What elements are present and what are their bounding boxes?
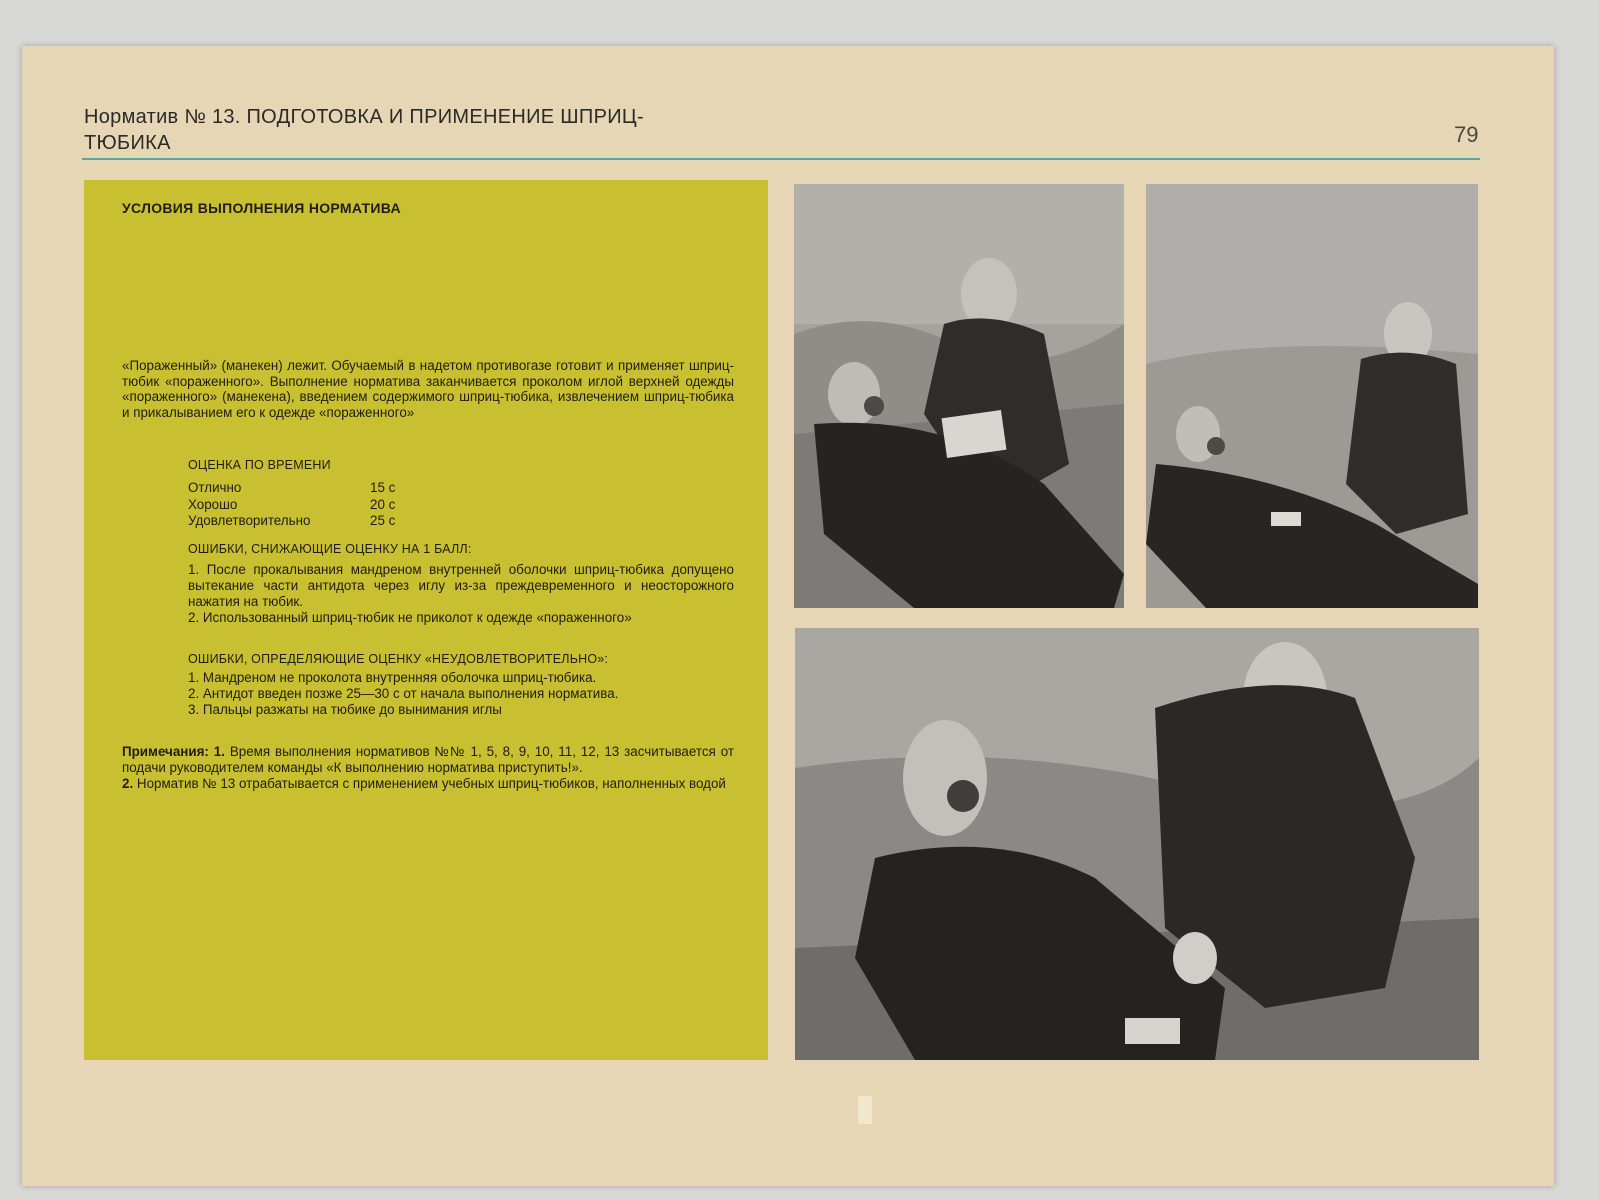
grade-value: 25 с (370, 513, 396, 528)
photo-illustration (795, 628, 1479, 1060)
time-grading-table (188, 480, 395, 530)
note-1-text: Время выполнения нормативов №№ 1, 5, 8, 9, 10, 11, 12, 13 засчитывается от подачи руководителем команды «К выполнению норматива приступить!». (122, 744, 734, 775)
note-2-number: 2. (122, 776, 134, 791)
notes (122, 744, 734, 792)
photo-illustration (794, 184, 1124, 608)
list-item: 2. Использованный шприц-тюбик не приколот к одежде «пораженного» (188, 610, 632, 625)
paper-fold-mark (858, 1096, 872, 1124)
errors-fail-title: ОШИБКИ, ОПРЕДЕЛЯЮЩИЕ ОЦЕНКУ «НЕУДОВЛЕТВОРИТЕЛЬНО»: (188, 652, 609, 666)
grade-row (188, 480, 395, 497)
photo-injection-closeup (795, 628, 1479, 1060)
errors-fail-list (188, 670, 734, 718)
grade-value: 15 с (370, 480, 396, 495)
photo-rescuer-preparing (1146, 184, 1478, 608)
header-title-line1: Норматив № 13. ПОДГОТОВКА И ПРИМЕНЕНИЕ ШПРИЦ- (84, 106, 644, 128)
grade-row (188, 513, 395, 530)
grade-label: Хорошо (188, 496, 238, 512)
note-1 (122, 744, 734, 776)
time-grading-title: ОЦЕНКА ПО ВРЕМЕНИ (188, 458, 331, 472)
note-2 (122, 776, 734, 792)
printed-page (22, 46, 1554, 1186)
conditions-paragraph: «Пораженный» (манекен) лежит. Обучаемый в надетом противогазе готовит и применяет шприц-тюбик «пораженного». Выполнение норматива заканчивается проколом иглой верхней одежды «пораженного» (манекена), введением содержимого шприц-тюбика, извлечением шприц-тюбика и прикалыванием его к одежде «пораженного» (122, 358, 734, 420)
note-1-number: 1. (213, 744, 225, 759)
note-2-text: Норматив № 13 отрабатывается с применением учебных шприц-тюбиков, наполненных водой (136, 776, 726, 791)
grade-row (188, 497, 395, 514)
grade-value: 20 с (370, 496, 396, 512)
photo-illustration (1146, 184, 1478, 608)
photo-rescuer-kneeling (794, 184, 1124, 608)
errors-minus-one-list (188, 562, 734, 626)
header-title-line2: ТЮБИКА (84, 132, 171, 154)
notes-label: Примечания: (122, 744, 209, 759)
grade-label: Удовлетворительно (188, 513, 311, 528)
errors-minus-one-title: ОШИБКИ, СНИЖАЮЩИЕ ОЦЕНКУ НА 1 БАЛЛ: (188, 542, 472, 556)
conditions-title: УСЛОВИЯ ВЫПОЛНЕНИЯ НОРМАТИВА (122, 200, 401, 216)
list-item: 1. После прокалывания мандреном внутренней оболочки шприц-тюбика допущено вытекание части антидота через иглу из-за преждевременного и неосторожного нажатия на тюбик. (188, 562, 734, 609)
list-item: 2. Антидот введен позже 25—30 с от начала выполнения норматива. (188, 686, 619, 701)
page-header (84, 104, 764, 156)
list-item: 3. Пальцы разжаты на тюбике до вынимания иглы (188, 702, 502, 717)
list-item: 1. Мандреном не проколота внутренняя оболочка шприц-тюбика. (188, 670, 597, 685)
header-rule (82, 158, 1480, 160)
conditions-panel (84, 180, 768, 1060)
grade-label: Отлично (188, 480, 242, 495)
page-number: 79 (1454, 122, 1479, 147)
